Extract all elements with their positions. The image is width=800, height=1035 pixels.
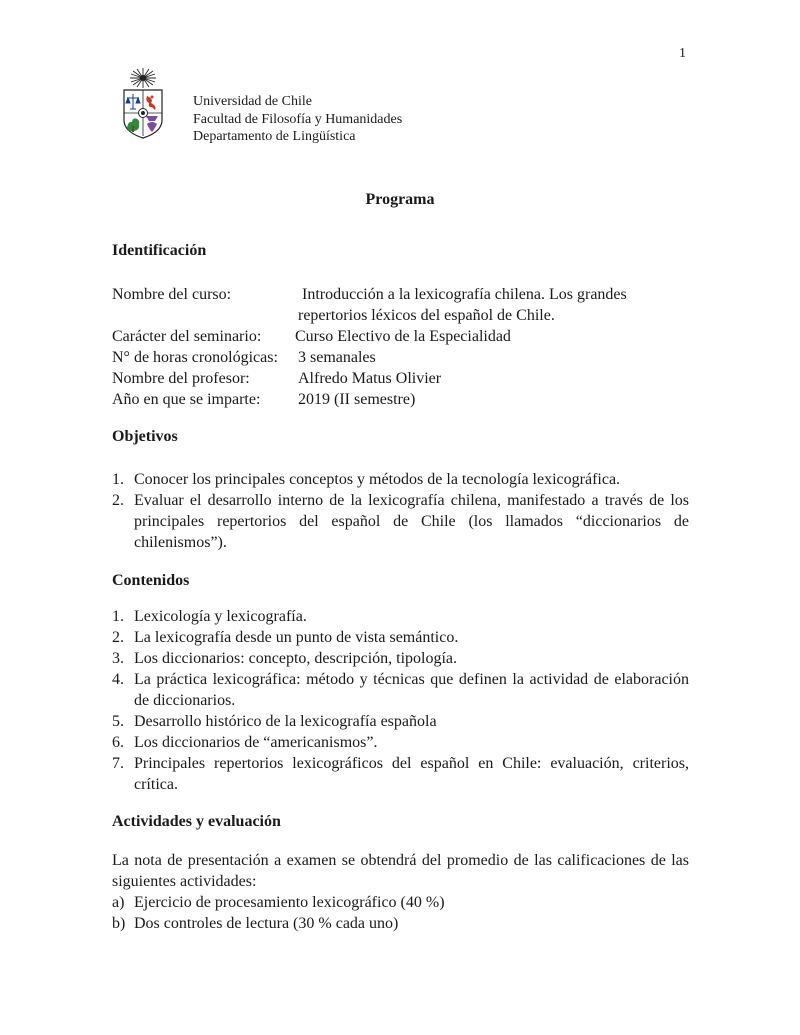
content-number: 1. [112,608,124,625]
content-number: 5. [112,713,124,730]
seminar-character-value: Curso Electivo de la Especialidad [295,328,511,345]
course-name-value: Introducción a la lexicografía chilena. Los grandes [302,286,627,303]
activity-item [112,913,689,934]
content-item [112,711,689,732]
year-value: 2019 (II semestre) [298,391,416,408]
university-logo [118,66,168,140]
course-name-value-continued: repertorios léxicos del español de Chile. [298,307,555,324]
seminar-character-label: Carácter del seminario: [112,328,262,345]
hours-label: N° de horas cronológicas: [112,349,278,366]
page-number: 1 [679,46,686,61]
content-text: La lexicografía desde un punto de vista semántico. [134,629,459,646]
activity-text: Ejercicio de procesamiento lexicográfico (40 %) [134,894,445,911]
institution-block [193,93,402,146]
content-number: 7. [112,755,124,772]
content-text: Los diccionarios de “americanismos”. [134,734,378,751]
objective-number: 2. [112,492,124,509]
activity-item [112,892,689,913]
content-text: Principales repertorios lexicográficos del español en Chile: evaluación, criterios, crítica. [134,755,689,793]
faculty-name: Facultad de Filosofía y Humanidades [193,111,403,127]
objective-text: Conocer los principales conceptos y métodos de la tecnología lexicográfica. [134,471,621,488]
page-title: Programa [365,191,435,208]
objectives-heading: Objetivos [112,428,178,445]
content-item [112,606,689,627]
professor-value: Alfredo Matus Olivier [298,370,442,387]
content-text: Lexicología y lexicografía. [134,608,307,625]
content-item [112,648,689,669]
activity-text: Dos controles de lectura (30 % cada uno) [134,915,399,932]
content-text: Desarrollo histórico de la lexicografía española [134,713,437,730]
activities-intro: La nota de presentación a examen se obtendrá del promedio de las calificaciones de las siguientes actividades: [112,852,689,890]
content-item [112,732,689,753]
university-name: Universidad de Chile [193,94,312,109]
content-item [112,627,689,648]
hours-value: 3 semanales [298,349,376,366]
year-label: Año en que se imparte: [112,391,261,408]
contents-heading: Contenidos [112,572,190,589]
content-item [112,669,689,711]
professor-label: Nombre del profesor: [112,370,250,387]
content-number: 3. [112,650,124,667]
identification-heading: Identificación [112,242,207,259]
content-number: 2. [112,629,124,646]
activity-letter: b) [112,915,126,932]
content-text: La práctica lexicográfica: método y técnicas que definen la actividad de elaboración de diccionarios. [134,671,689,709]
activity-letter: a) [112,894,125,911]
objective-number: 1. [112,471,124,488]
course-name-label: Nombre del curso: [112,286,232,303]
content-number: 6. [112,734,124,751]
activities-heading: Actividades y evaluación [112,813,281,830]
content-number: 4. [112,671,124,688]
objective-text: Evaluar el desarrollo interno de la lexicografía chilena, manifestado a través de los principales repertorios del español de Chile (los llamados “diccionarios de chilenismos”). [134,492,689,551]
objective-item [112,490,689,553]
department-name: Departamento de Lingüística [193,129,356,144]
objective-item [112,469,689,490]
content-text: Los diccionarios: concepto, descripción, tipología. [134,650,458,667]
content-item [112,753,689,795]
